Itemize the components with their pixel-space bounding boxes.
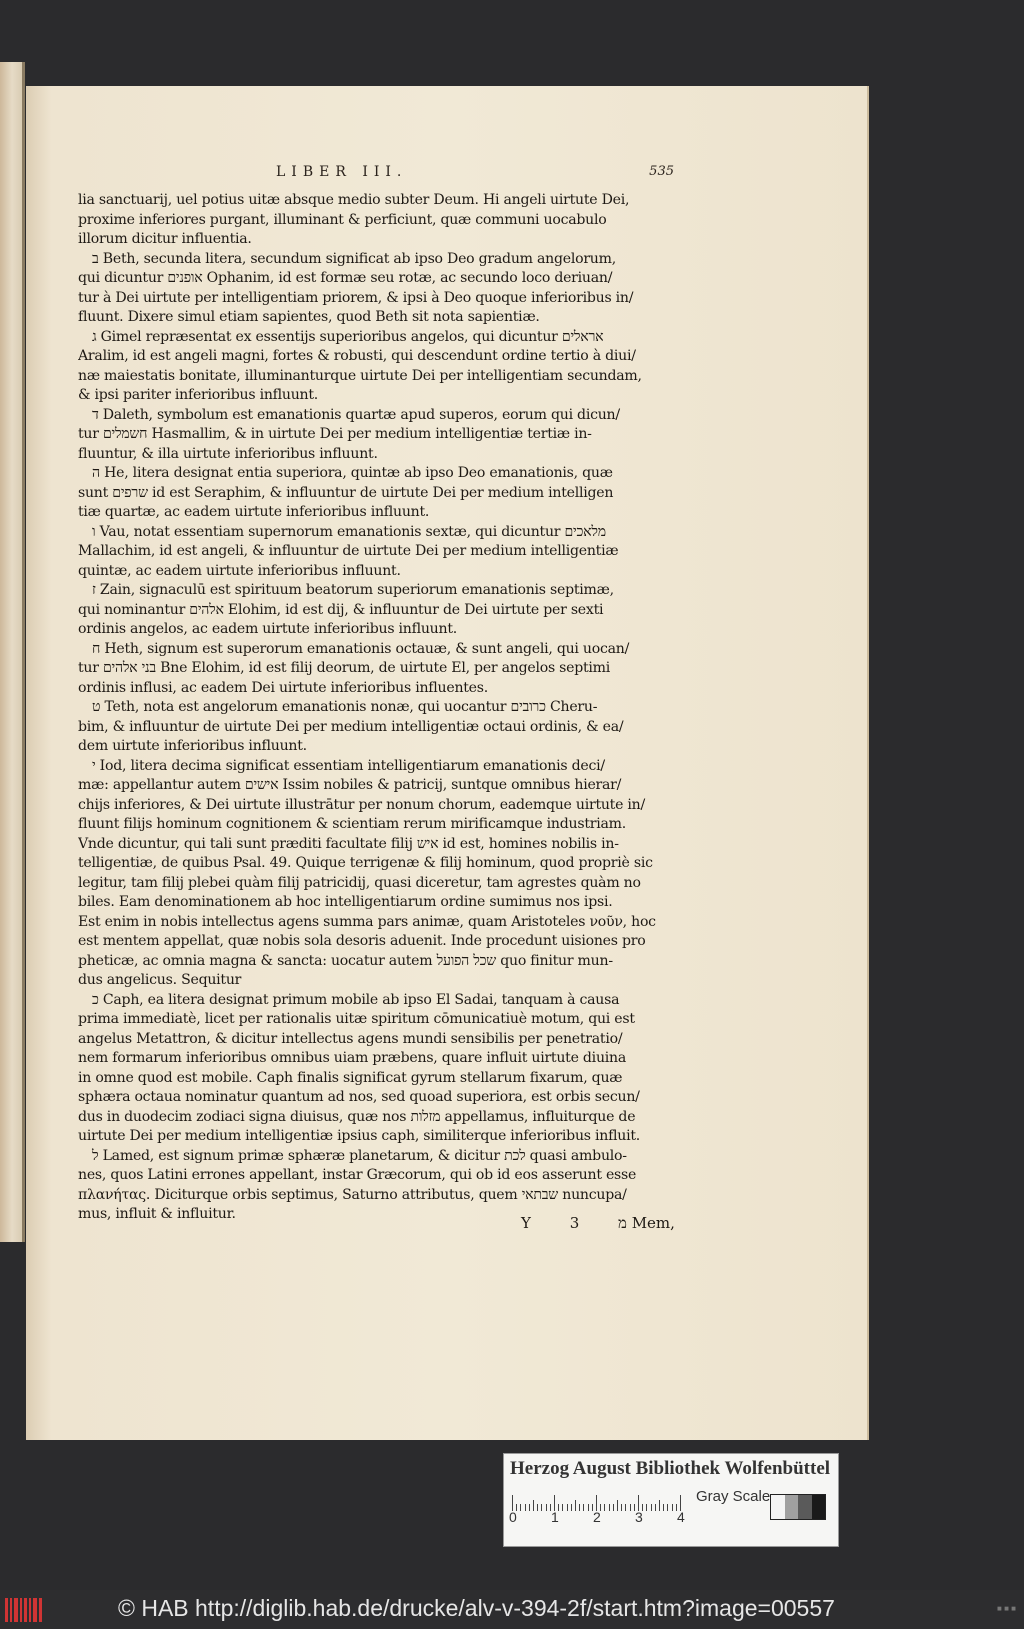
- ruler-number: 4: [677, 1509, 685, 1525]
- text-line: sunt שרפים id est Seraphim, & influuntur de uirtute Dei per medium intelligen: [78, 484, 614, 501]
- gray-scale-label: Gray Scale: [696, 1488, 771, 1505]
- gray-swatch: [771, 1495, 785, 1519]
- ruler-tick: [655, 1504, 656, 1511]
- text-line: sphæra octaua nominatur quantum ad nos, sed quoad superiora, est orbis secun/: [78, 1089, 640, 1105]
- ruler-tick: [672, 1504, 673, 1511]
- ruler-tick: [667, 1504, 668, 1511]
- gray-swatch: [812, 1495, 826, 1519]
- text-line: telligentiæ, de quibus Psal. 49. Quique terrigenæ & filij hominum, quod propriè sic: [78, 855, 653, 871]
- text-line: prima immediatè, licet per rationalis uitæ spiritum cōmunicatiuè motum, qui est: [78, 1011, 635, 1027]
- page-number: 535: [649, 164, 674, 179]
- text-line: י Iod, litera decima significat essentiam intelligentiarum emanationis deci/: [92, 757, 605, 774]
- text-line: ל Lamed, est signum primæ sphæræ planetarum, & dicitur לכת quasi ambulo-: [92, 1147, 627, 1164]
- ruler-tick: [609, 1504, 610, 1511]
- text-line: nem formarum inferioribus omnibus uiam præbens, quare influit uirtute diuina: [78, 1050, 627, 1066]
- ruler-tick: [537, 1504, 538, 1511]
- catchword: מ Mem,: [618, 1214, 675, 1232]
- text-line: ט Teth, nota est angelorum emanationis nonæ, qui uocantur כרובים Cheru-: [92, 699, 598, 715]
- text-line: Est enim in nobis intellectus agens summa pars animæ, quam Aristoteles νοῦν, hoc: [78, 913, 656, 930]
- text-line: ו Vau, notat essentiam supernorum emanationis sextæ, qui dicuntur מלאכים: [92, 523, 606, 540]
- ruler-tick: [562, 1504, 563, 1511]
- text-line: qui dicuntur אופנים Ophanim, id est formæ seu rotæ, ac secundo loco deriuan/: [78, 270, 613, 286]
- text-line: illorum dicitur influentia.: [78, 231, 252, 247]
- text-line: ח Heth, signum est superorum emanationis octauæ, & sunt angeli, qui uocan/: [92, 640, 630, 657]
- previous-leaf-edge: [0, 62, 22, 1242]
- text-line: pheticæ, ac omnia magna & sancta: uocatur autem שכל הפועל quo finitur mun-: [78, 952, 613, 969]
- text-line: Aralim, id est angeli magni, fortes & robusti, qui descendunt ordine tertio à diui/: [78, 348, 636, 364]
- gray-swatch: [785, 1495, 799, 1519]
- text-line: ז Zain, signaculū est spirituum beatorum superiorum emanationis septimæ,: [92, 582, 614, 598]
- ruler-tick: [604, 1504, 605, 1511]
- page-footer: [521, 1214, 721, 1233]
- text-line: dus in duodecim zodiaci signa diuisus, quæ nos מזלות appellamus, influiturque de: [78, 1108, 636, 1125]
- ruler-tick: [659, 1500, 660, 1511]
- text-line: mæ: appellantur autem אישים Issim nobiles & patricij, suntque omnibus hierar/: [78, 777, 622, 793]
- text-line: tur à Dei uirtute per intelligentiam priorem, & ipsi à Deo quoque inferioribus in/: [78, 289, 634, 306]
- ruler-tick: [529, 1504, 530, 1511]
- text-line: dem uirtute inferioribus influunt.: [78, 738, 307, 754]
- text-line: angelus Metattron, & dicitur intellectus agens mundi sensibilis per penetratio/: [78, 1030, 623, 1047]
- footer-mark: ■ ■ ■: [997, 1604, 1016, 1613]
- text-line: in omne quod est mobile. Caph finalis significat gyrum stellarum fixarum, quæ: [78, 1069, 623, 1086]
- text-line: כ Caph, ea litera designat primum mobile ab ipso El Sadai, tanquam à causa: [92, 991, 620, 1008]
- text-line: ordinis influsi, ac eadem Dei uirtute inferioribus influentes.: [78, 679, 488, 696]
- text-line: biles. Eam denominationem ab hoc intelligentiarum ordine sumimus nos ipsi.: [78, 894, 613, 910]
- signature-mark: Y: [521, 1214, 531, 1232]
- ruler-tick: [625, 1504, 626, 1511]
- text-line: mus, influit & influitur.: [78, 1206, 236, 1222]
- text-line: ב Beth, secunda litera, secundum significat ab ipso Deo gradum angelorum,: [92, 250, 616, 267]
- ruler-number: 3: [635, 1509, 643, 1525]
- text-line: uirtute Dei per medium intelligentiæ ipsius caph, similiterque inferioribus influit.: [78, 1128, 641, 1144]
- ruler-tick: [546, 1504, 547, 1511]
- ruler-tick: [525, 1504, 526, 1511]
- text-line: lia sanctuarij, uel potius uitæ absque medio subter Deum. Hi angeli uirtute Dei,: [78, 192, 630, 208]
- book-page: [26, 86, 869, 1440]
- ruler-tick: [579, 1504, 580, 1511]
- text-line: ordinis angelos, ac eadem uirtute inferioribus influunt.: [78, 621, 457, 637]
- gray-swatch: [798, 1495, 812, 1519]
- text-line: ג Gimel repræsentat ex essentijs superioribus angelos, qui dicuntur אראלים: [92, 328, 604, 345]
- text-line: fluuntur, & illa uirtute inferioribus influunt.: [78, 445, 378, 462]
- text-line: legitur, tam filij plebei quàm filij patricidij, quasi diceretur, tam agrestes quàm no: [78, 874, 641, 891]
- ruler-tick: [571, 1504, 572, 1511]
- text-line: ה He, litera designat entia superiora, quintæ ab ipso Deo emanationis, quæ: [92, 465, 613, 481]
- text-line: quintæ, ac eadem uirtute inferioribus influunt.: [78, 562, 401, 579]
- text-line: nes, quos Latini errones appellant, instar Græcorum, qui ob id eos asserunt esse: [78, 1167, 637, 1183]
- text-line: tur חשמלים Hasmallim, & in uirtute Dei per medium intelligentiæ tertiæ in-: [78, 426, 592, 442]
- gray-scale-swatches: [770, 1494, 826, 1520]
- text-line: bim, & influuntur de uirtute Dei per medium intelligentiæ octaui ordinis, & ea/: [78, 718, 624, 735]
- text-line: Vnde dicuntur, qui tali sunt præditi facultate filij איש id est, homines nobilis in-: [78, 835, 619, 852]
- ruler-number: 1: [551, 1509, 559, 1525]
- text-block: [78, 191, 686, 1225]
- ruler-tick: [663, 1504, 664, 1511]
- ruler-tick: [541, 1504, 542, 1511]
- color-scale-card: [504, 1454, 838, 1546]
- text-line: dus angelicus. Sequitur: [78, 972, 242, 988]
- running-head: LIBER III.: [276, 164, 408, 180]
- ruler-tick: [613, 1504, 614, 1511]
- text-line: & ipsi pariter inferioribus influunt.: [78, 387, 319, 403]
- text-line: fluunt filijs hominum cognitionem & scientiam rerum mirificamque industriam.: [78, 816, 626, 832]
- text-line: chijs inferiores, & Dei uirtute illustrātur per nonum chorum, eademque uirtute in/: [78, 796, 645, 813]
- barcode-icon: [5, 1598, 45, 1622]
- bottom-bar: [0, 1590, 1024, 1629]
- text-line: proxime inferiores purgant, illuminant & perficiunt, quæ communi uocabulo: [78, 211, 607, 228]
- ruler-tick: [533, 1500, 534, 1511]
- ruler-tick: [646, 1504, 647, 1511]
- text-line: næ maiestatis bonitate, illuminanturque uirtute Dei per intelligentiam secundam,: [78, 367, 642, 384]
- copyright-url[interactable]: © HAB http://diglib.hab.de/drucke/alv-v-394-2f/start.htm?image=00557: [118, 1595, 835, 1621]
- ruler-tick: [630, 1504, 631, 1511]
- text-line: fluunt. Dixere simul etiam sapientes, quod Beth sit nota sapientiæ.: [78, 309, 540, 325]
- ruler-tick: [651, 1504, 652, 1511]
- text-line: qui nominantur אלהים Elohim, id est dij, & influuntur de Dei uirtute per sexti: [78, 601, 604, 618]
- signature-number: 3: [569, 1214, 580, 1232]
- ruler-tick: [588, 1504, 589, 1511]
- ruler-tick: [617, 1500, 618, 1511]
- ruler: [512, 1491, 694, 1525]
- text-line: ד Daleth, symbolum est emanationis quartæ apud superos, eorum qui dicun/: [92, 406, 620, 423]
- text-line: tiæ quartæ, ac eadem uirtute inferioribus influunt.: [78, 504, 430, 520]
- ruler-tick: [567, 1504, 568, 1511]
- ruler-number: 2: [593, 1509, 601, 1525]
- ruler-tick: [583, 1504, 584, 1511]
- text-line: est mentem appellat, quæ nobis sola desoris aduenit. Inde procedunt uisiones pro: [78, 933, 646, 949]
- ruler-number: 0: [509, 1509, 517, 1525]
- ruler-tick: [621, 1504, 622, 1511]
- ruler-tick: [575, 1500, 576, 1511]
- library-name: Herzog August Bibliothek Wolfenbüttel: [510, 1458, 831, 1479]
- text-line: Mallachim, id est angeli, & influuntur de uirtute Dei per medium intelligentiæ: [78, 543, 619, 559]
- text-line: πλανήτας. Diciturque orbis septimus, Saturno attributus, quem שבתאי nuncupa/: [78, 1186, 627, 1203]
- ruler-tick: [520, 1504, 521, 1511]
- text-line: tur בני אלהים Bne Elohim, id est filij deorum, de uirtute El, per angelos septimi: [78, 660, 611, 676]
